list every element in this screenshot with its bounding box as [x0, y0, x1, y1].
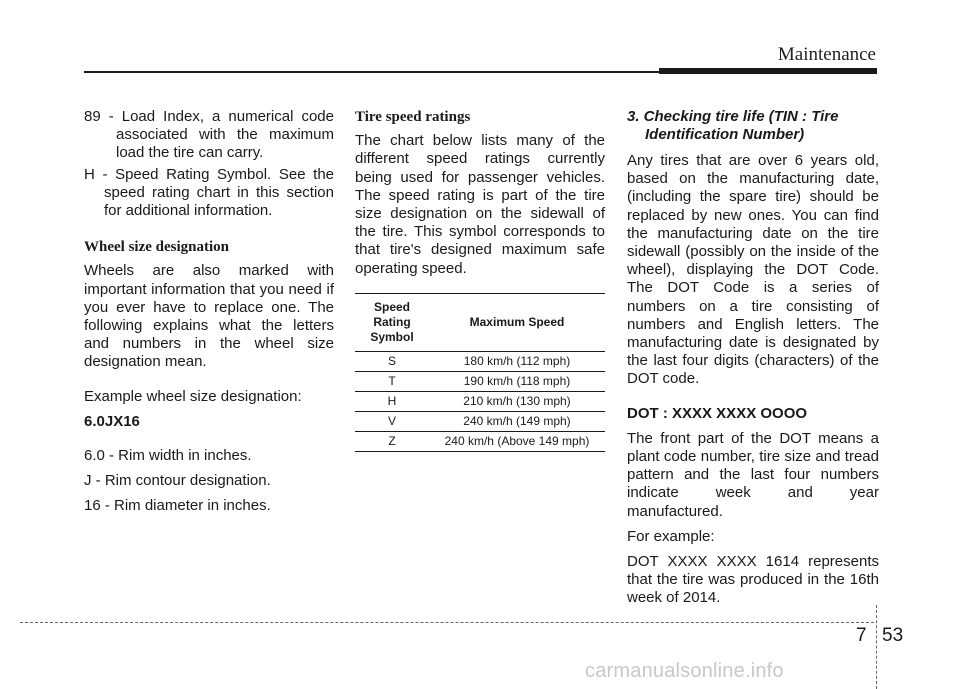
page-header-title: Maintenance — [777, 44, 876, 65]
column-header-speed: Maximum Speed — [429, 293, 605, 351]
speed-rating-table — [355, 293, 605, 452]
wheel-size-heading: Wheel size designation — [84, 239, 229, 256]
speed-ratings-heading: Tire speed ratings — [355, 109, 471, 125]
chapter-number: 7 — [856, 625, 867, 646]
footer-rule — [20, 622, 874, 623]
table-row — [355, 411, 605, 431]
table-header-row — [355, 293, 605, 351]
speed-symbol-label: H - — [84, 165, 108, 183]
rim-width-item: 6.0 - Rim width in inches. — [84, 447, 252, 465]
load-index-text: Load Index, a numerical code associated with the maximum load the tire can carry. — [116, 108, 334, 162]
table-cell-speed: 190 km/h (118 mph) — [429, 371, 605, 391]
column-left — [84, 108, 334, 516]
table-row — [355, 371, 605, 391]
speed-ratings-paragraph: The chart below lists many of the different speed ratings currently being used for passenger vehicles. The speed rating is part of the tire size designation on the sidewall of the tire. This symbol corresponds to that tire's designed maximum safe operating speed. — [355, 132, 605, 277]
table-cell-symbol: Z — [355, 431, 429, 451]
table-cell-speed: 240 km/h (Above 149 mph) — [429, 431, 605, 451]
page-number: 53 — [882, 625, 904, 646]
watermark: carmanualsonline.info — [585, 660, 784, 682]
dot-example: DOT XXXX XXXX 1614 represents that the tire was produced in the 16th week of 2014. — [627, 553, 879, 607]
example-value: 6.0JX16 — [84, 412, 140, 430]
table-row — [355, 431, 605, 451]
table-cell-symbol: T — [355, 371, 429, 391]
dot-code: DOT : XXXX XXXX OOOO — [627, 404, 808, 422]
column-middle — [355, 108, 605, 452]
speed-symbol-text: Speed Rating Symbol. See the speed rating chart in this section for additional information. — [104, 165, 334, 220]
table-cell-speed: 180 km/h (112 mph) — [429, 351, 605, 371]
wheel-size-paragraph: Wheels are also marked with important information that you need if you ever have to replace one. The following explains what the letters and numbers in the wheel size designation mean. — [84, 262, 334, 371]
example-label: For example: — [627, 527, 715, 545]
load-index-item — [84, 108, 334, 163]
footer-divider — [876, 605, 877, 689]
load-index-label: 89 - — [84, 108, 114, 125]
table-cell-symbol: H — [355, 391, 429, 411]
dot-explanation: The front part of the DOT means a plant code number, tire size and tread pattern and the last four numbers indicate week and year manufactured. — [627, 429, 879, 520]
column-right — [627, 108, 879, 608]
speed-symbol-item — [84, 166, 334, 221]
table-row — [355, 391, 605, 411]
tire-life-paragraph: Any tires that are over 6 years old, based on the manufacturing date, (including the spare tire) should be replaced by new ones. You can find the manufacturing date on the tire sidewall (possibly on the inside of the wheel), displaying the DOT Code. The DOT Code is a series of numbers on a tire consisting of numbers and English letters. The manufacturing date is designated by the last four digits (characters) of the DOT code. — [627, 152, 879, 388]
example-label: Example wheel size designation: — [84, 387, 302, 405]
table-cell-speed: 240 km/h (149 mph) — [429, 411, 605, 431]
column-header-symbol: Speed Rating Symbol — [355, 293, 429, 351]
header-rule-accent — [659, 68, 877, 74]
table-cell-symbol: V — [355, 411, 429, 431]
tire-life-heading: 3. Checking tire life (TIN : Tire Identification Number) — [627, 108, 839, 143]
table-row — [355, 351, 605, 371]
table-cell-speed: 210 km/h (130 mph) — [429, 391, 605, 411]
rim-contour-item: J - Rim contour designation. — [84, 472, 271, 490]
header-rule — [84, 71, 659, 73]
rim-diameter-item: 16 - Rim diameter in inches. — [84, 497, 271, 515]
table-cell-symbol: S — [355, 351, 429, 371]
